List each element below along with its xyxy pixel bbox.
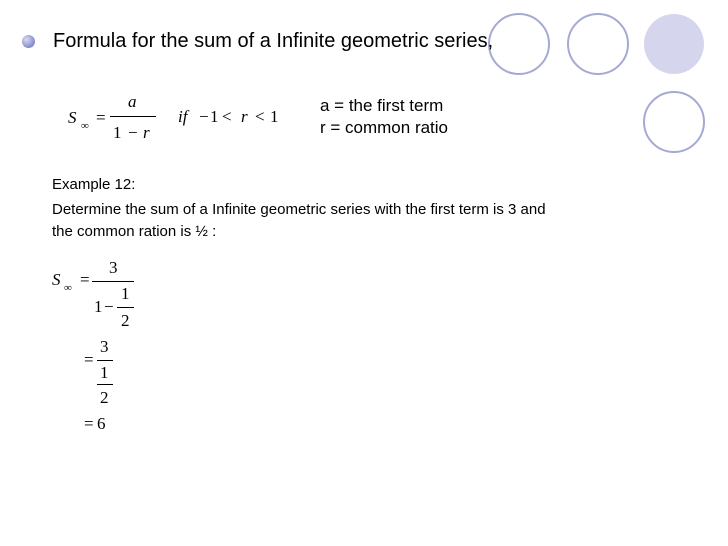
heading-bullet-row: [22, 30, 493, 53]
step1-minus: −: [104, 297, 114, 316]
bullet-icon: [22, 35, 35, 48]
solution-s: S: [52, 270, 61, 289]
formula-eq: =: [96, 108, 106, 127]
solution-eq: =: [80, 270, 90, 289]
example-problem-line-2: the common ration is ½ :: [52, 223, 217, 240]
step1-numerator: 3: [109, 258, 118, 277]
step1-inner-numerator: 1: [121, 284, 130, 303]
formula-den-minus: −: [128, 123, 138, 142]
circle-filled: [644, 14, 704, 74]
formula-den-one: 1: [113, 123, 122, 142]
formula-sub: ∞: [81, 120, 89, 132]
heading: Formula for the sum of a Infinite geometric series,: [53, 30, 494, 52]
circle-outline-1: [489, 14, 549, 74]
step2-inner-numerator: 1: [100, 363, 109, 382]
circle-outline-2: [568, 14, 628, 74]
step1-inner-fraction-bar: [117, 307, 134, 308]
step2-eq: =: [84, 350, 94, 369]
formula-fraction-bar: [110, 116, 156, 117]
circle-outline-3: [644, 92, 704, 152]
step1-one: 1: [94, 297, 103, 316]
condition-minus: −: [199, 107, 209, 126]
solution-sub: ∞: [64, 282, 72, 294]
step1-fraction-bar: [92, 281, 134, 282]
condition-if: if: [178, 107, 188, 126]
step2-inner-denominator: 2: [100, 388, 109, 407]
formula-num: a: [128, 92, 137, 111]
condition-r: r: [241, 107, 248, 126]
step2-inner-fraction-bar: [97, 384, 113, 385]
step3-value: 6: [97, 414, 106, 433]
condition-lt-1: <: [222, 107, 232, 126]
condition-one-a: 1: [210, 107, 219, 126]
condition-one-b: 1: [270, 107, 279, 126]
step3-eq: =: [84, 414, 94, 433]
formula-den-r: r: [143, 123, 150, 142]
step1-inner-denominator: 2: [121, 311, 130, 330]
definition-common-ratio: r = common ratio: [320, 118, 449, 137]
step2-fraction-bar: [97, 360, 113, 361]
formula-s: S: [68, 108, 77, 127]
example-title: Example 12:: [52, 176, 136, 193]
definition-first-term: a = the first term: [320, 96, 444, 115]
step2-numerator: 3: [100, 337, 109, 356]
example-problem-line-1: Determine the sum of a Infinite geometric series with the first term is 3 and: [52, 201, 546, 218]
condition-lt-2: <: [255, 107, 265, 126]
definitions: [320, 95, 448, 139]
